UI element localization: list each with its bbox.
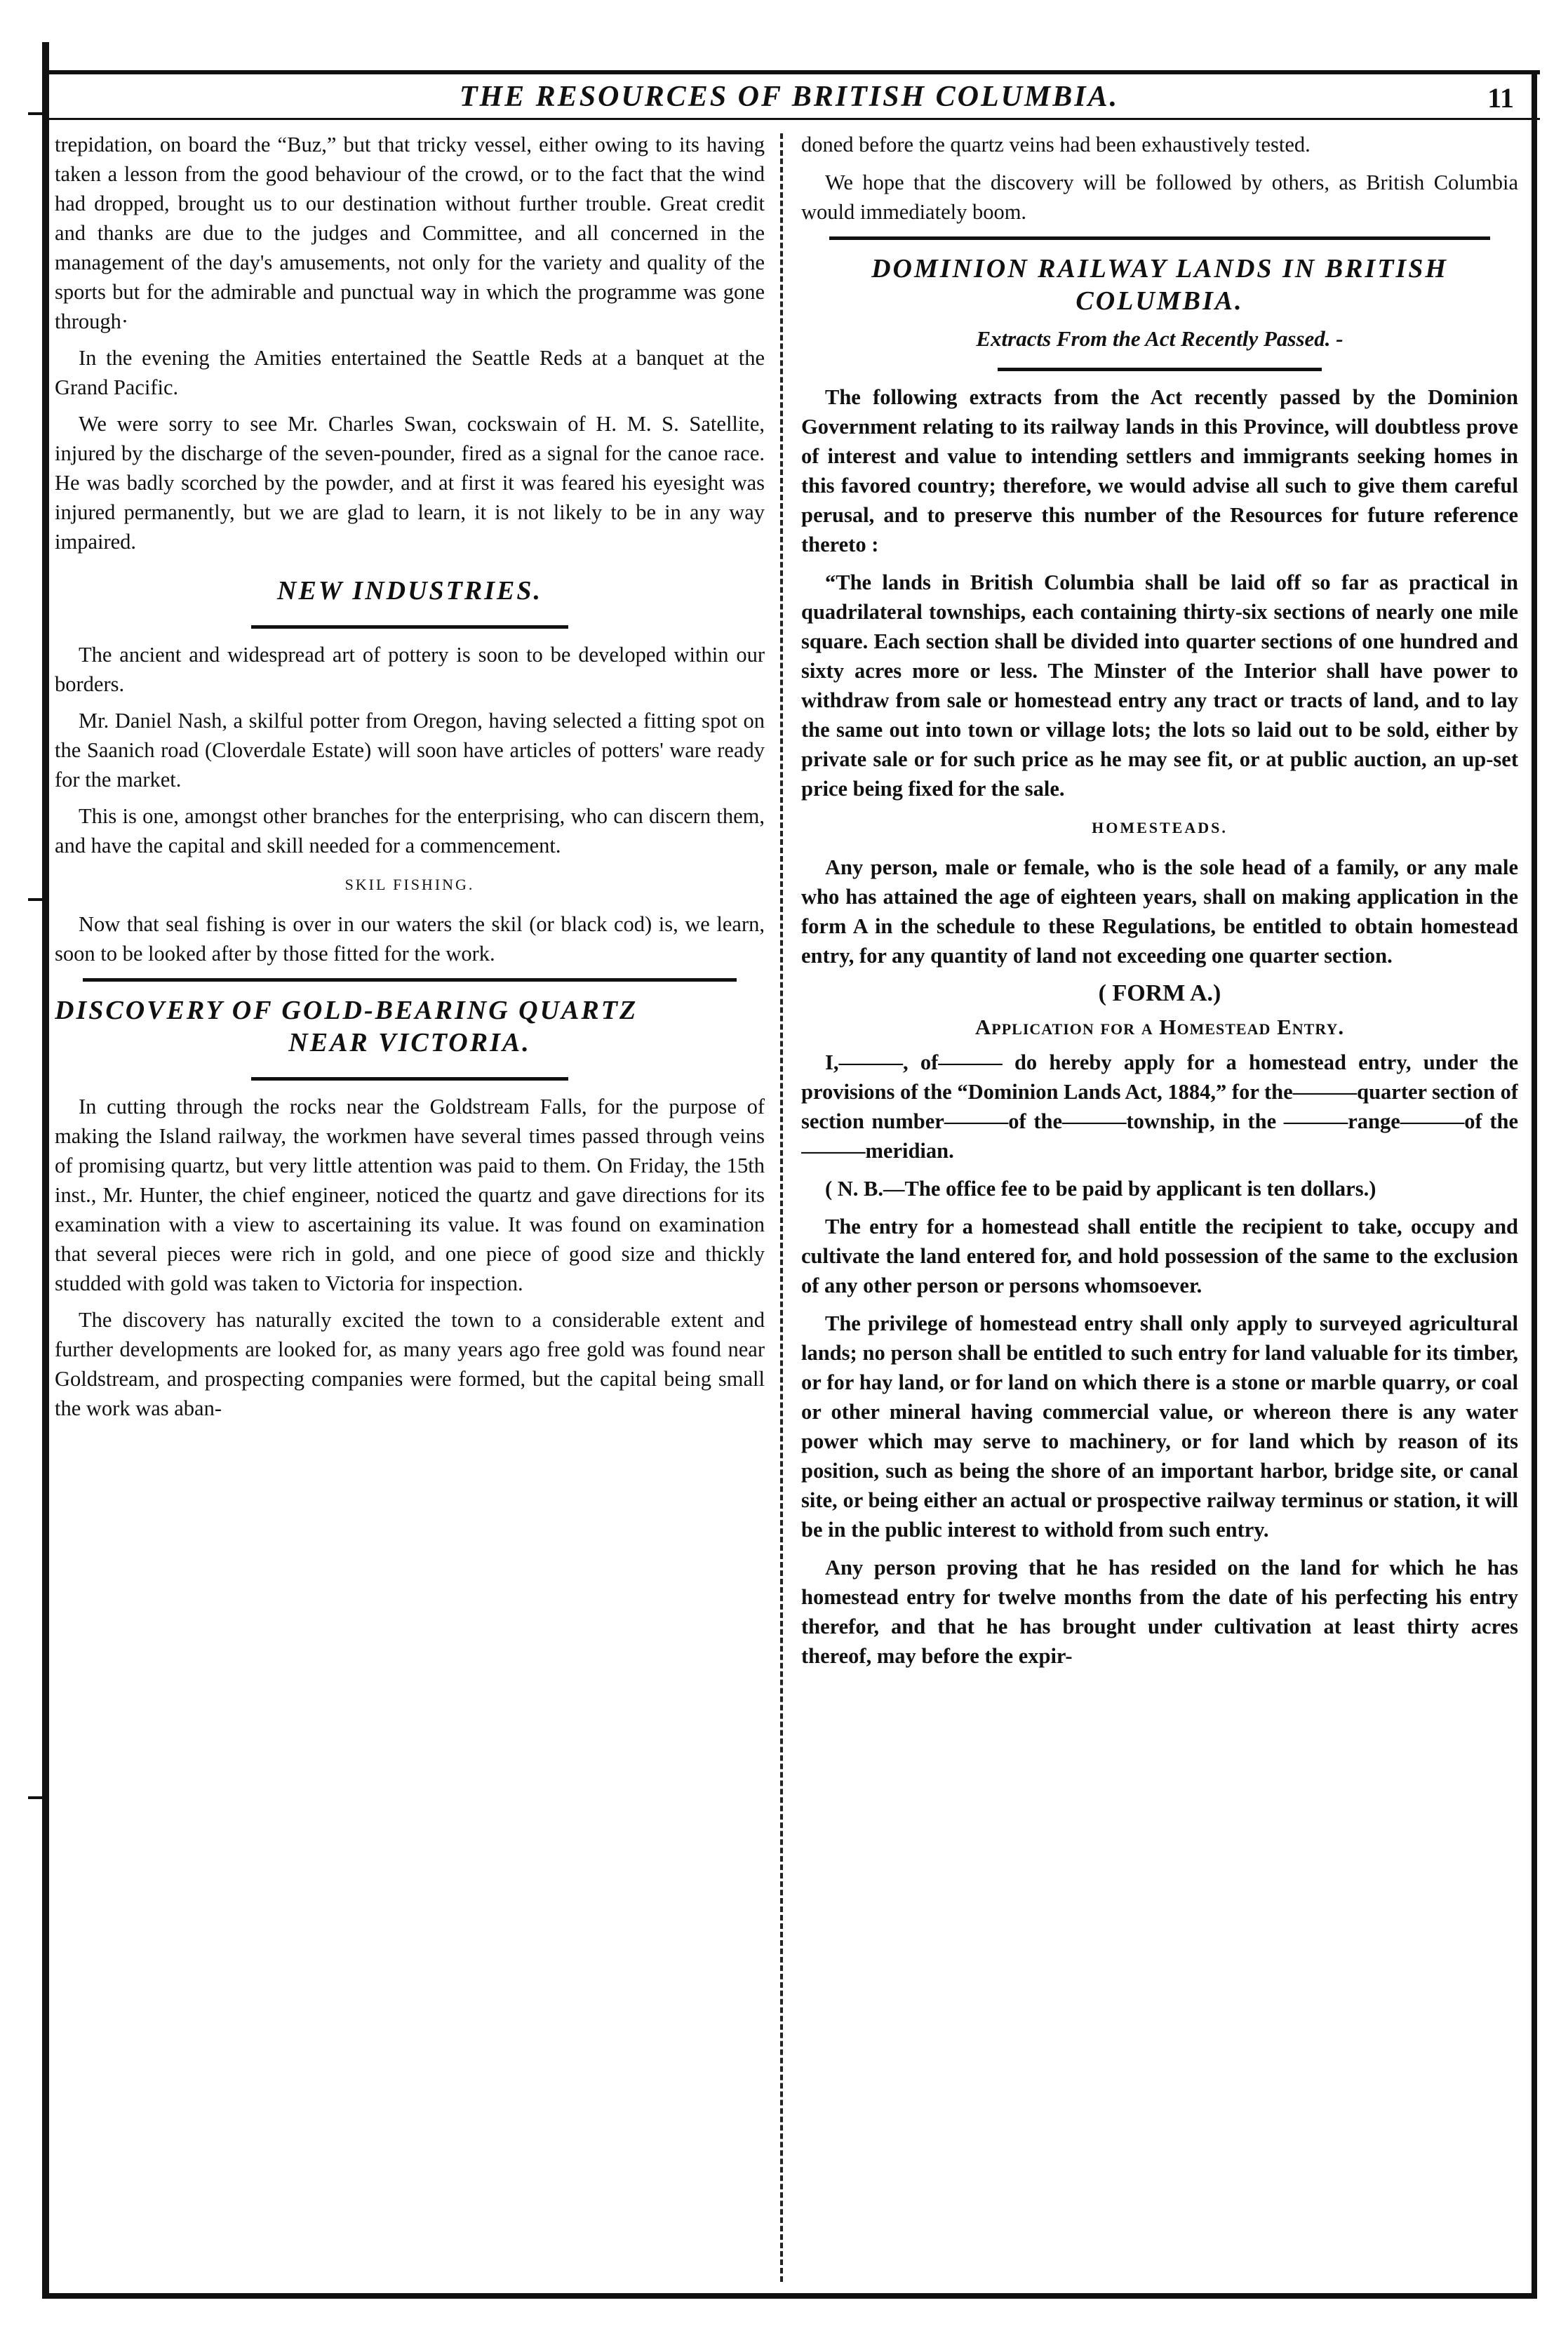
page-border-right: [1532, 70, 1537, 2298]
section-title-railway-lands-line2: COLUMBIA.: [1076, 286, 1244, 316]
page-border-left: [42, 42, 49, 2298]
section-rule: [998, 368, 1322, 371]
article-paragraph: We hope that the discovery will be followed by others, as British Columbia would immediately boom.: [801, 171, 1518, 224]
section-rule: [83, 978, 737, 982]
article-paragraph: We were sorry to see Mr. Charles Swan, cockswain of H. M. S. Satellite, injured by the discharge of the seven-pounder, fired as a signal for the canoe race. He was badly scorched by the powder, and at first it was feared his eyesight was injured permanently, but we are glad to learn, it is not likely to be in any way impaired.: [55, 412, 765, 554]
article-paragraph: Now that seal fishing is over in our waters the skil (or black cod) is, we learn, soon to be looked after by those fitted for the work.: [55, 912, 765, 966]
article-paragraph: In the evening the Amities entertained the Seattle Reds at a banquet at the Grand Pacific.: [55, 346, 765, 399]
section-title-railway-lands: DOMINION RAILWAY LANDS IN BRITISH: [871, 254, 1448, 283]
form-text: I,———, of——— do hereby apply for a homestead entry, under the provisions of the “Dominion Lands Act, 1884,” for the———quarter section of section number———of the———township, in the ———range———of the———meridian.: [801, 1050, 1518, 1163]
article-paragraph: The following extracts from the Act recently passed by the Dominion Government relating to its railway lands in this Province, will doubtless prove of interest and value to intending settlers and immigrants seeking homes in this favored country; therefore, we would advise all such to give them careful perusal, and to preserve this number of the Resources for future reference thereto :: [801, 385, 1518, 556]
page-number: 11: [1487, 82, 1514, 114]
subhead-homesteads: HOMESTEADS.: [1092, 819, 1228, 836]
article-paragraph: The discovery has naturally excited the town to a considerable extent and further developments are looked for, as many years ago free gold was found near Goldstream, and prospecting companies were formed, but the capital being small the work was aban-: [55, 1308, 765, 1420]
page-border-bottom: [42, 2293, 1537, 2299]
quoted-regulation: “The lands in British Columbia shall be laid off so far as practical in quadrilateral townships, each containing thirty-six sections of nearly one mile square. Each section shall be divided into quarter sections of one hundred and sixty acres more or less. The Minster of the Interior shall have power to withdraw from sale or homestead entry any tract or tracts of land, and to lay the same out into town or village lots; the lots so laid out to be sold, either by private sale or for such price as he may see fit, or at public auction, an up-set price being fixed for the sale.: [801, 570, 1518, 801]
form-label: ( FORM A.): [1098, 980, 1221, 1006]
article-paragraph: The privilege of homestead entry shall only apply to surveyed agricultural lands; no person shall be entitled to such entry for land valuable for its timber, or for hay land, or for land on which there is a stone or marble quarry, or coal or other mineral having commercial value, or whereon there is any water power which may serve to machinery, or for land which by reason of its position, such as being the shore of an important harbor, bridge site, or canal site, or being either an actual or prospective railway terminus or station, it will be in the public interest to withold from such entry.: [801, 1311, 1518, 1542]
article-paragraph: The ancient and widespread art of pottery is soon to be developed within our borders.: [55, 643, 765, 696]
subhead-skil-fishing: SKIL FISHING.: [344, 876, 475, 893]
margin-mark: [28, 898, 45, 901]
article-paragraph: Any person, male or female, who is the sole head of a family, or any male who has attained the age of eighteen years, shall on making application in the form A in the schedule to these Regulations, be entitled to obtain homestead entry, for any quantity of land not exceeding one quarter section.: [801, 855, 1518, 968]
left-column: [55, 130, 765, 2283]
publication-title: THE RESOURCES OF BRITISH COLUMBIA.: [459, 81, 1120, 113]
section-rule: [829, 236, 1490, 240]
header-rule: [49, 118, 1540, 120]
article-paragraph: In cutting through the rocks near the Goldstream Falls, for the purpose of making the Island railway, the workmen have several times passed through veins of promising quartz, but very little attention was paid to them. On Friday, the 15th inst., Mr. Hunter, the chief engineer, noticed the quartz and gave directions for its examination with a view to ascertaining its value. It was found on examination that several pieces were rich in gold, and one piece of good size and thickly studded with gold was taken to Victoria for inspection.: [55, 1095, 765, 1295]
form-title: Application for a Homestead Entry.: [974, 1015, 1345, 1039]
section-subtitle: Extracts From the Act Recently Passed. -: [976, 326, 1343, 351]
article-paragraph: doned before the quartz veins had been exhaustively tested.: [801, 133, 1311, 156]
section-title-gold-quartz-line2: NEAR VICTORIA.: [288, 1028, 531, 1057]
page-border-top: [42, 70, 1540, 74]
margin-mark: [28, 112, 45, 115]
article-paragraph: The entry for a homestead shall entitle the recipient to take, occupy and cultivate the land entered for, and hold possession of the same to the exclusion of any other person or persons whomsoever.: [801, 1215, 1518, 1297]
section-rule: [251, 1077, 568, 1081]
article-paragraph: Any person proving that he has resided on the land for which he has homestead entry for twelve months from the date of his perfecting his entry therefor, and that he has brought under cultivation at least thirty acres thereof, may before the expir-: [801, 1556, 1518, 1668]
margin-mark: [28, 1796, 45, 1799]
section-title-new-industries: NEW INDUSTRIES.: [277, 576, 542, 606]
article-paragraph: This is one, amongst other branches for the enterprising, who can discern them, and have the capital and skill needed for a commencement.: [55, 804, 765, 857]
office-fee-note: ( N. B.—The office fee to be paid by applicant is ten dollars.): [825, 1177, 1376, 1201]
section-rule: [251, 625, 568, 629]
article-paragraph: trepidation, on board the “Buz,” but that tricky vessel, either owing to its having taken a lesson from the good behaviour of the crowd, or to the fact that the wind had dropped, brought us to our destination without further trouble. Great credit and thanks are due to the judges and Committee, and all concerned in the management of the day's amusements, not only for the variety and quality of the sports but for the admirable and punctual way in which the programme was gone through·: [55, 133, 765, 333]
running-head: [56, 80, 1522, 116]
article-paragraph: Mr. Daniel Nash, a skilful potter from Oregon, having selected a fitting spot on the Saanich road (Cloverdale Estate) will soon have articles of potters' ware ready for the market.: [55, 709, 765, 792]
section-title-gold-quartz: DISCOVERY OF GOLD-BEARING QUARTZ: [55, 996, 638, 1025]
column-divider: [780, 133, 783, 2282]
right-column: [801, 130, 1518, 2283]
